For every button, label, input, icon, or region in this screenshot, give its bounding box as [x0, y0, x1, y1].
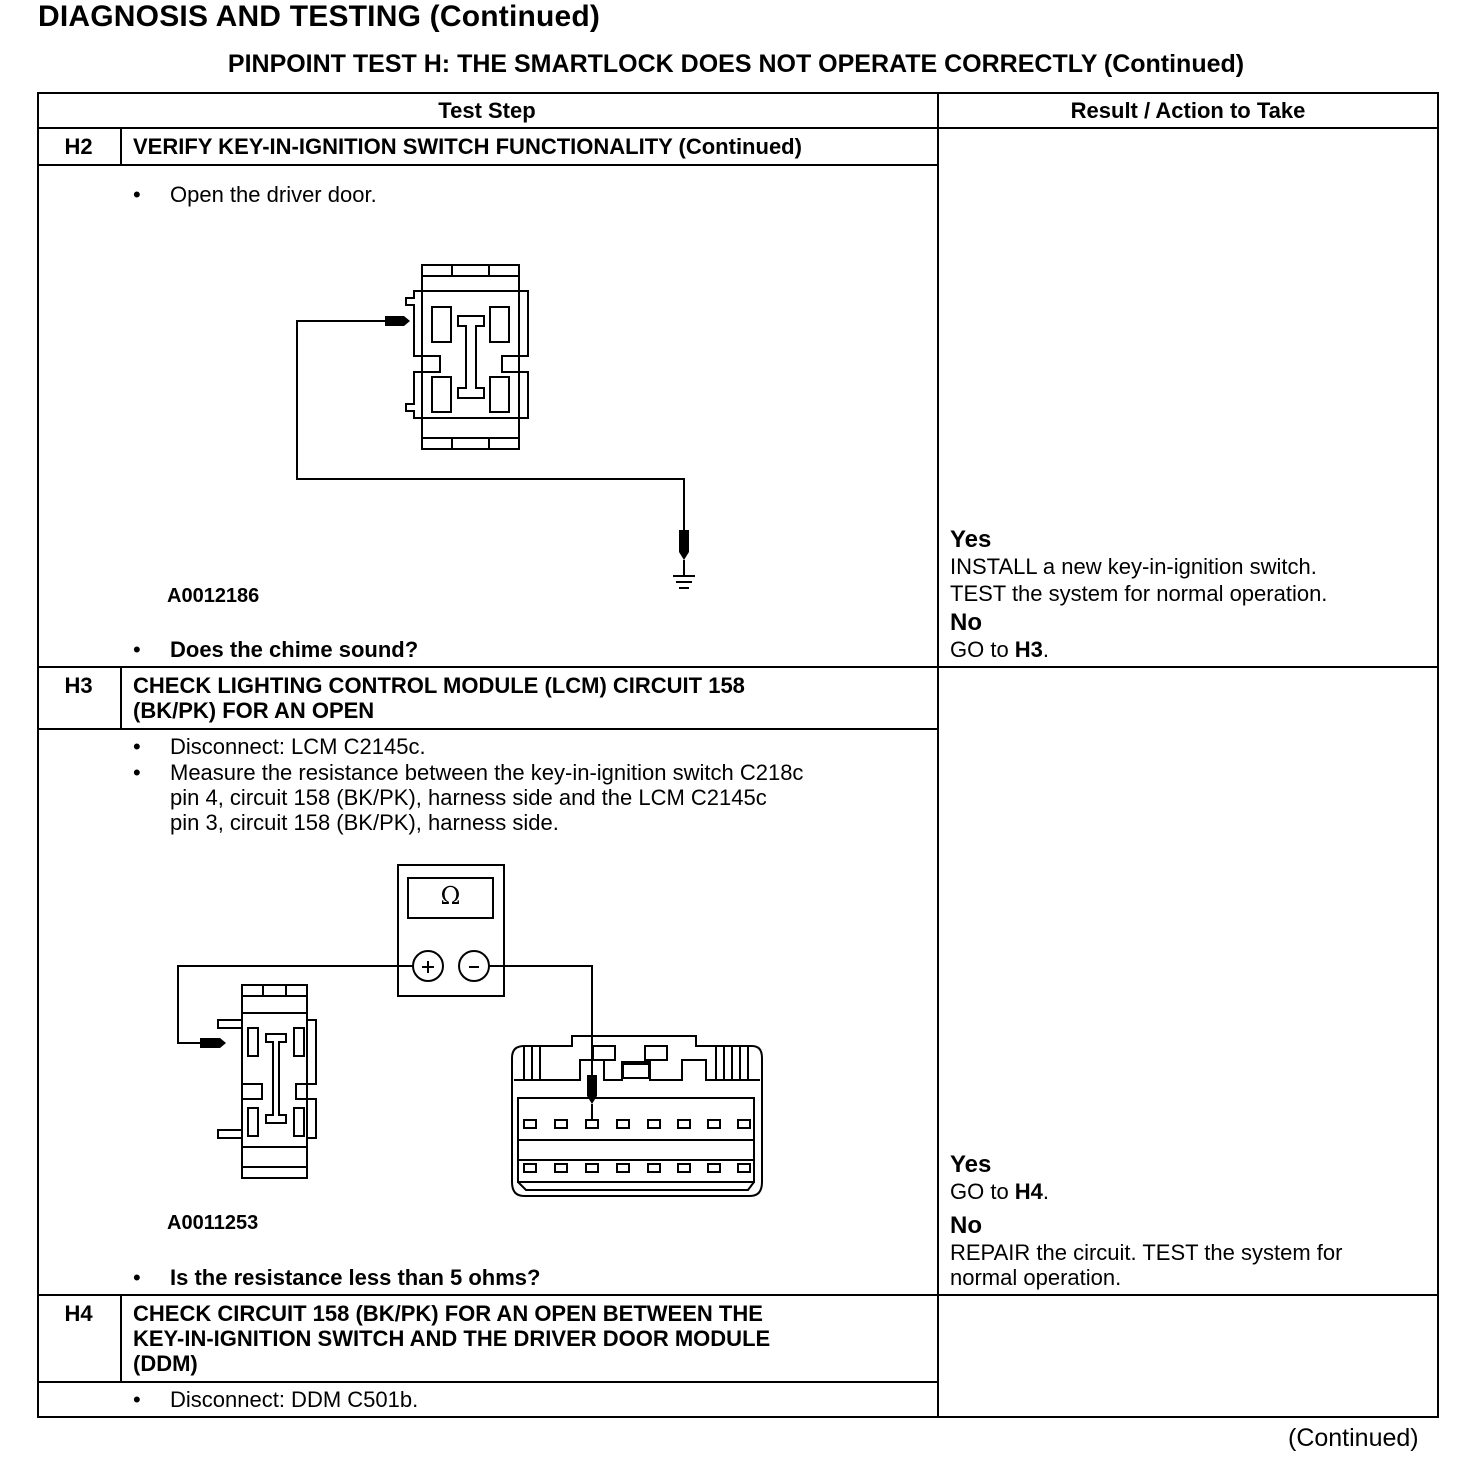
- step-title-h2: VERIFY KEY-IN-IGNITION SWITCH FUNCTIONALITY (Continued): [133, 134, 802, 159]
- pinpoint-test-title-text: PINPOINT TEST H: THE SMARTLOCK DOES NOT OPERATE CORRECTLY (Continued): [227, 50, 1245, 78]
- h2-no-action-prefix: GO to: [950, 637, 1015, 662]
- h3-yes-target-link: H4: [1014, 1179, 1043, 1204]
- page-title: DIAGNOSIS AND TESTING (Continued): [38, 0, 601, 33]
- h3-no-label: No: [950, 1212, 982, 1239]
- h2-no-action-suffix: .: [1042, 637, 1050, 662]
- step-id-h2: H2: [64, 134, 93, 159]
- figure-id-h2: A0012186: [167, 585, 260, 607]
- h3-no-action-1: REPAIR the circuit. TEST the system for: [950, 1240, 1343, 1265]
- bullet: •: [133, 637, 141, 662]
- bullet: •: [133, 1387, 141, 1412]
- step-h3-question: Is the resistance less than 5 ohms?: [170, 1265, 541, 1290]
- bullet: •: [133, 734, 141, 759]
- h3-yes-action: [950, 1179, 1049, 1204]
- step-title-h3-line2: (BK/PK) FOR AN OPEN: [133, 698, 375, 723]
- h2-yes-action-2: TEST the system for normal operation.: [950, 581, 1328, 606]
- h2-no-label: No: [950, 609, 982, 636]
- h3-yes-label: Yes: [950, 1151, 992, 1178]
- step-title-h4-line3: (DDM): [133, 1351, 198, 1376]
- h3-yes-action-prefix: GO to: [950, 1179, 1015, 1204]
- bullet: •: [133, 760, 141, 785]
- step-h3-instruction-1: Disconnect: LCM C2145c.: [170, 734, 426, 759]
- h2-yes-action-1: INSTALL a new key-in-ignition switch.: [950, 554, 1317, 579]
- h3-no-action-2: normal operation.: [950, 1265, 1122, 1290]
- ohm-symbol: Ω: [440, 882, 461, 910]
- step-h2-question: Does the chime sound?: [170, 637, 419, 662]
- step-h2-instruction: Open the driver door.: [170, 182, 377, 207]
- bullet: •: [133, 182, 141, 207]
- h3-yes-action-suffix: .: [1042, 1179, 1050, 1204]
- pinpoint-test-title: [0, 50, 1472, 79]
- bullet: •: [133, 1265, 141, 1290]
- h2-no-action: [950, 637, 1049, 662]
- step-title-h3-line1: CHECK LIGHTING CONTROL MODULE (LCM) CIRCUIT 158: [133, 673, 745, 698]
- step-h3-instruction-2-line1: Measure the resistance between the key-in-ignition switch C218c: [170, 760, 804, 785]
- step-title-h4-line1: CHECK CIRCUIT 158 (BK/PK) FOR AN OPEN BETWEEN THE: [133, 1301, 763, 1326]
- step-h4-instruction: Disconnect: DDM C501b.: [170, 1387, 419, 1412]
- step-title-h4-line2: KEY-IN-IGNITION SWITCH AND THE DRIVER DOOR MODULE: [133, 1326, 771, 1351]
- continued-footer: (Continued): [1288, 1424, 1419, 1452]
- step-h3-instruction-2-line3: pin 3, circuit 158 (BK/PK), harness side.: [170, 810, 559, 835]
- step-id-h4: H4: [64, 1301, 93, 1326]
- step-id-h3: H3: [64, 673, 93, 698]
- column-header-test-step: Test Step: [438, 98, 536, 123]
- h2-no-target-link: H3: [1014, 637, 1043, 662]
- h2-yes-label: Yes: [950, 526, 992, 553]
- column-header-result: Result / Action to Take: [1070, 98, 1306, 123]
- figure-id-h3: A0011253: [167, 1212, 259, 1234]
- step-h3-instruction-2-line2: pin 4, circuit 158 (BK/PK), harness side and the LCM C2145c: [170, 785, 767, 810]
